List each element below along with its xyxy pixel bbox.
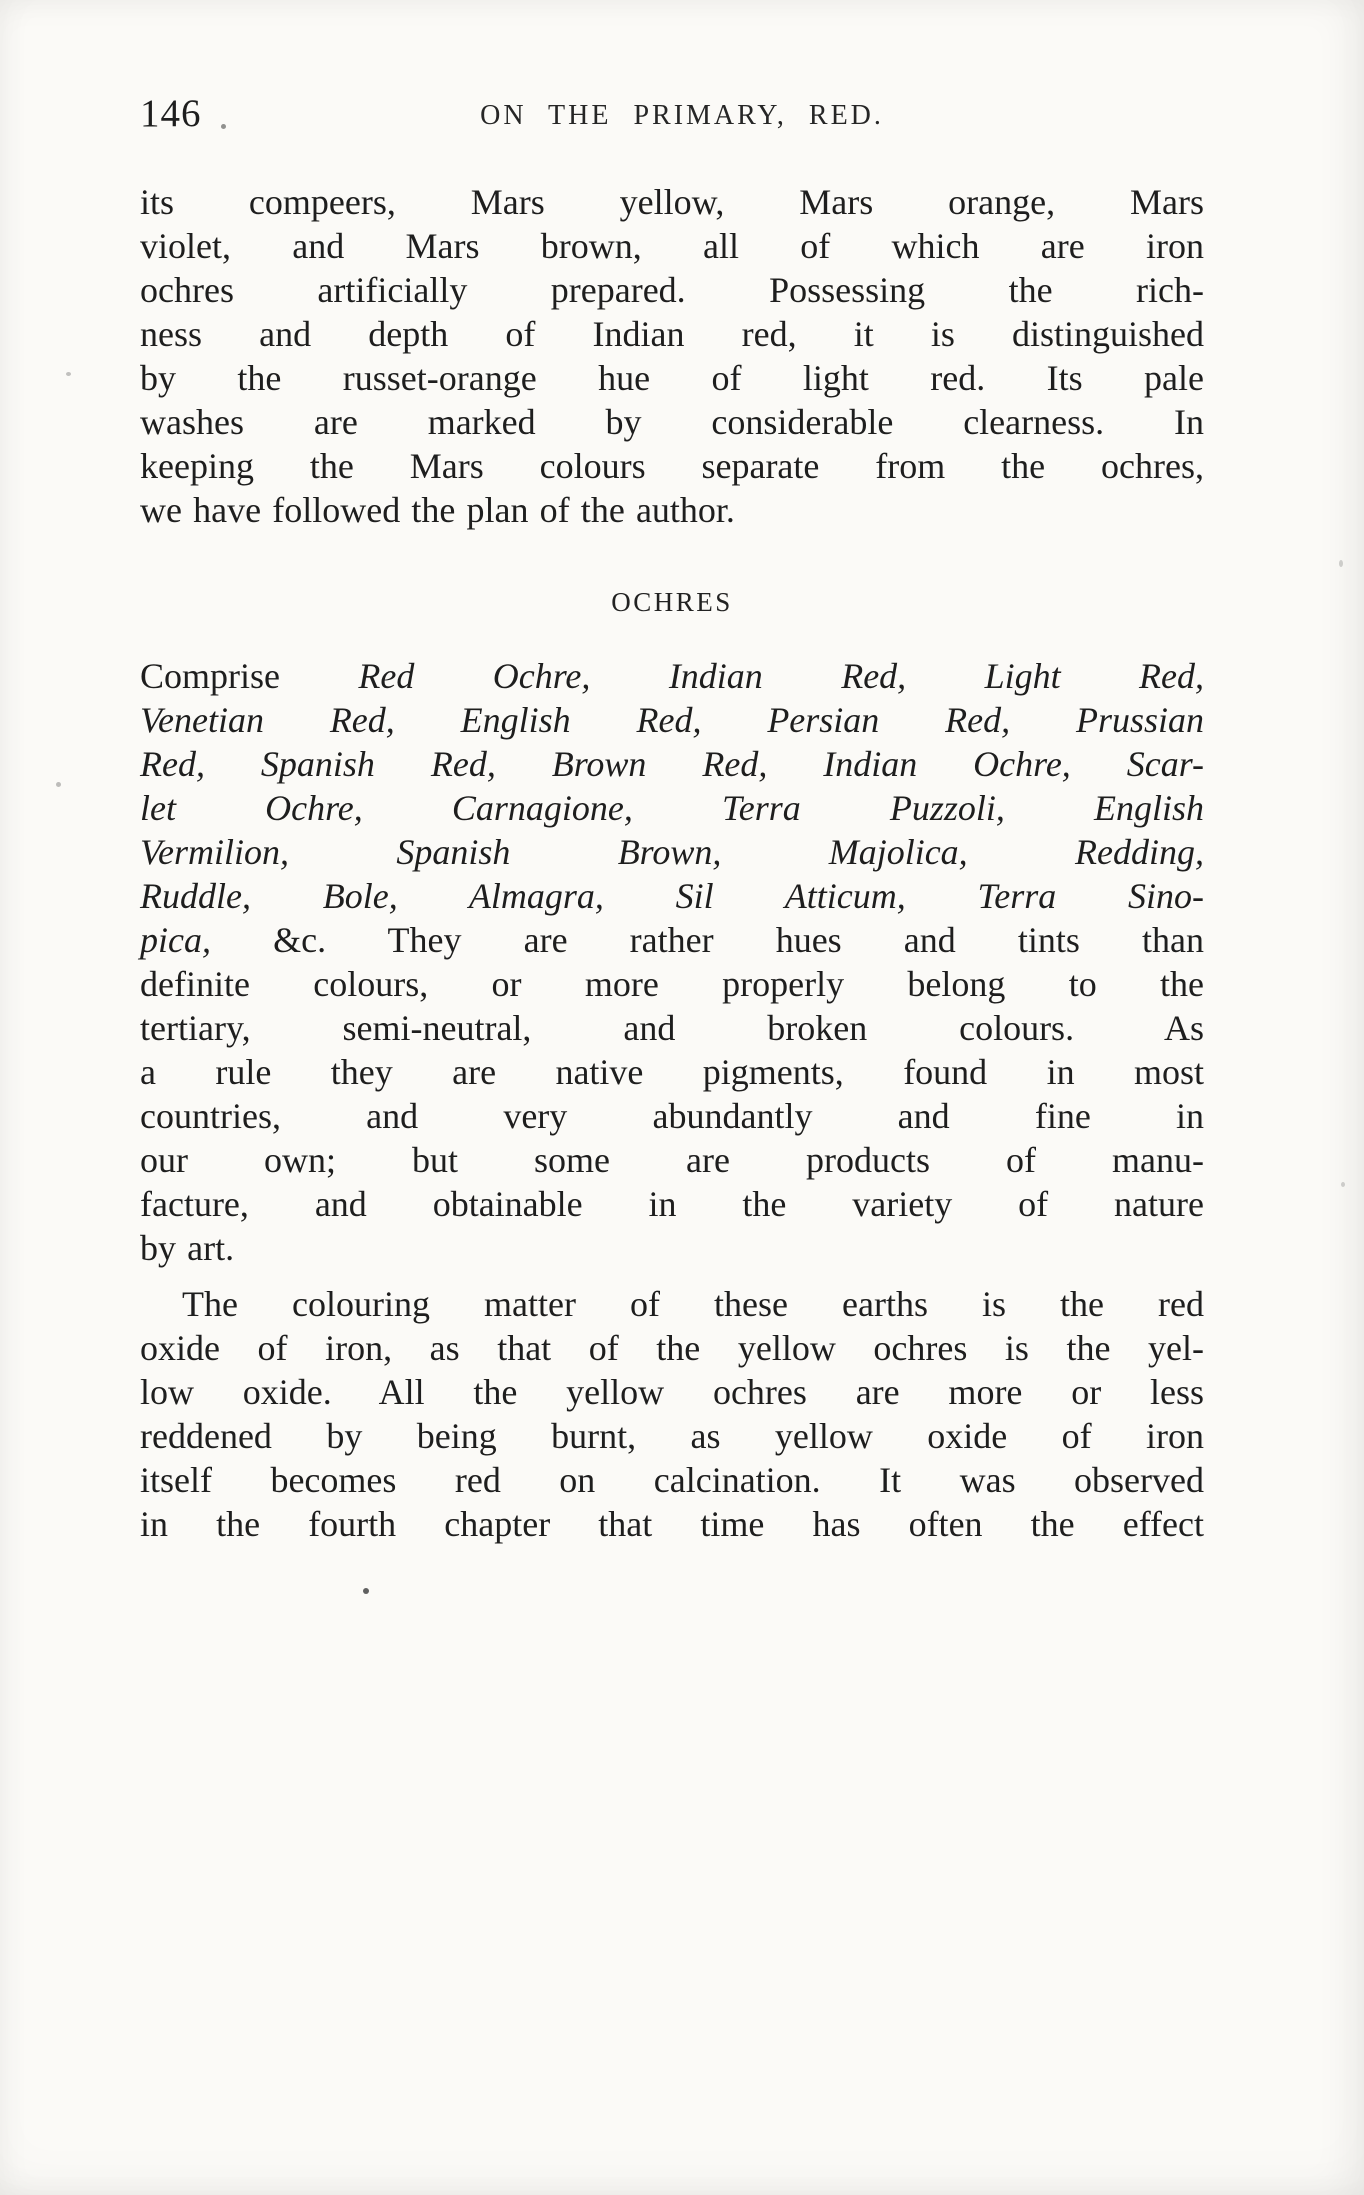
running-header: ON THE PRIMARY, RED.: [480, 100, 884, 131]
text-segment: washes are marked by considerable clearness. In: [140, 402, 1204, 442]
page-header: [140, 0, 1204, 136]
text-line: [140, 1182, 1204, 1226]
text-line: [140, 1370, 1204, 1414]
paragraph-ochres-list: [140, 654, 1204, 1270]
text-segment: The colouring matter of these earths is the red: [182, 1284, 1204, 1324]
text-line: [140, 356, 1204, 400]
text-line: [140, 1458, 1204, 1502]
text-line: [140, 918, 1204, 962]
paragraph-colouring-matter: [140, 1282, 1204, 1546]
text-line: [140, 1006, 1204, 1050]
text-line: [140, 698, 1204, 742]
text-line: [140, 1138, 1204, 1182]
text-segment: low oxide. All the yellow ochres are more or less: [140, 1372, 1204, 1412]
text-segment: by the russet-orange hue of light red. Its pale: [140, 358, 1204, 398]
text-segment: by art.: [140, 1228, 235, 1268]
text-line: [140, 444, 1204, 488]
text-segment: facture, and obtainable in the variety of nature: [140, 1184, 1204, 1224]
text-line: [140, 1226, 1204, 1270]
page-number: 146: [140, 92, 202, 135]
text-line: [140, 1282, 1204, 1326]
text-line: [140, 224, 1204, 268]
text-segment: definite colours, or more properly belong to the: [140, 964, 1204, 1004]
scan-speck: [66, 372, 71, 376]
pigment-name-italic: Red, Spanish Red, Brown Red, Indian Ochre, Scar-: [140, 744, 1204, 784]
text-block: [140, 180, 1204, 1546]
pigment-name-italic: Red Ochre, Indian Red, Light Red,: [358, 656, 1204, 696]
scan-speck: [1339, 560, 1343, 567]
text-line: [140, 1050, 1204, 1094]
heading-ochres: OCHRES: [611, 587, 733, 617]
pigment-name-italic: Venetian Red, English Red, Persian Red, Prussian: [140, 700, 1204, 740]
text-segment: tertiary, semi-neutral, and broken colours. As: [140, 1008, 1204, 1048]
text-line: [140, 874, 1204, 918]
text-segment: its compeers, Mars yellow, Mars orange, Mars: [140, 182, 1204, 222]
pigment-name-italic: Ruddle, Bole, Almagra, Sil Atticum, Terra Sino-: [140, 876, 1204, 916]
scan-speck: [221, 124, 226, 129]
text-segment: itself becomes red on calcination. It was observed: [140, 1460, 1204, 1500]
scan-speck: [363, 1588, 369, 1594]
text-segment: &c. They are rather hues and tints than: [210, 920, 1204, 960]
text-line: [140, 488, 1204, 532]
text-line: [140, 786, 1204, 830]
text-segment: we have followed the plan of the author.: [140, 490, 735, 530]
text-line: [140, 742, 1204, 786]
pigment-name-italic: Vermilion, Spanish Brown, Majolica, Redding,: [140, 832, 1204, 872]
text-segment: keeping the Mars colours separate from the ochres,: [140, 446, 1204, 486]
text-line: [140, 962, 1204, 1006]
text-segment: violet, and Mars brown, all of which are iron: [140, 226, 1204, 266]
text-segment: ness and depth of Indian red, it is distinguished: [140, 314, 1204, 354]
text-segment: our own; but some are products of manu-: [140, 1140, 1204, 1180]
text-line: [140, 1326, 1204, 1370]
text-segment: countries, and very abundantly and fine in: [140, 1096, 1204, 1136]
text-line: [140, 268, 1204, 312]
pigment-name-italic: pica,: [140, 920, 211, 960]
text-line: [140, 830, 1204, 874]
text-line: [140, 180, 1204, 224]
text-line: [140, 654, 1204, 698]
pigment-name-italic: let Ochre, Carnagione, Terra Puzzoli, English: [140, 788, 1204, 828]
text-line: [140, 1502, 1204, 1546]
text-segment: a rule they are native pigments, found in most: [140, 1052, 1204, 1092]
scan-speck: [56, 782, 61, 787]
text-segment: Comprise: [140, 656, 359, 696]
text-line: [140, 312, 1204, 356]
scan-speck: [1341, 1182, 1345, 1187]
text-segment: oxide of iron, as that of the yellow ochres is the yel-: [140, 1328, 1204, 1368]
text-line: [140, 1094, 1204, 1138]
text-segment: in the fourth chapter that time has often the effect: [140, 1504, 1204, 1544]
text-line: [140, 1414, 1204, 1458]
paragraph-mars-colours: [140, 180, 1204, 532]
text-segment: ochres artificially prepared. Possessing the rich-: [140, 270, 1204, 310]
text-segment: reddened by being burnt, as yellow oxide of iron: [140, 1416, 1204, 1456]
text-line: [140, 400, 1204, 444]
